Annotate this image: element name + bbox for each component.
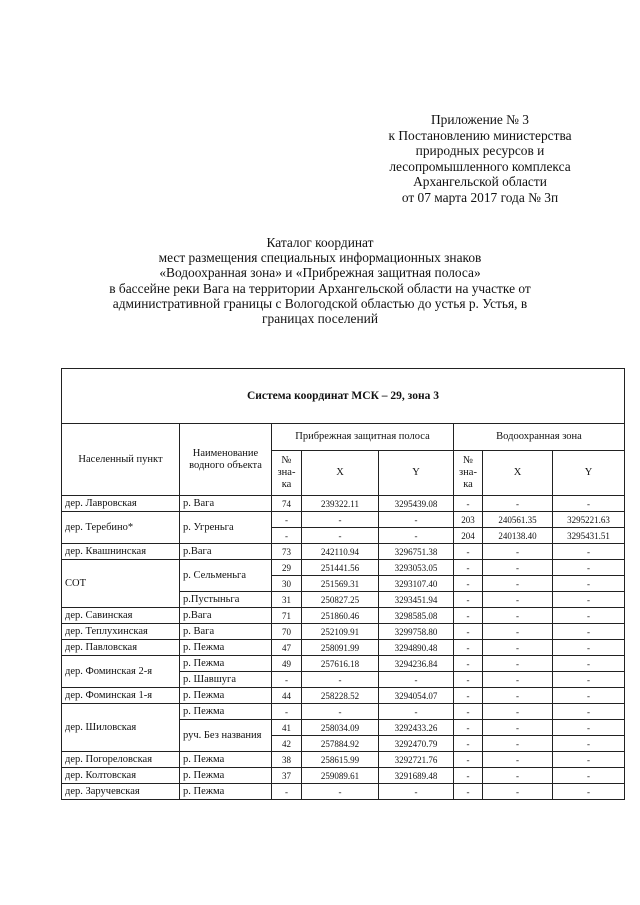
sign-no-cell: - [454,672,483,688]
appendix-line: от 07 марта 2017 года № 3п [401,189,559,205]
x-cell: 240561.35 [483,512,553,528]
water-body-cell: р. Пежма [180,768,272,784]
y-cell: 3299758.80 [379,624,454,640]
catalog-line: «Водоохранная зона» и «Прибрежная защитная полоса» [159,265,481,281]
header-coastal-strip: Прибрежная защитная полоса [272,424,454,451]
y-cell: - [553,560,625,576]
y-cell: 3293053.05 [379,560,454,576]
x-cell: - [483,496,553,512]
table-row [62,512,625,528]
sign-no-cell: - [454,720,483,736]
y-cell: 3293107.40 [379,576,454,592]
x-cell: - [483,560,553,576]
x-cell: - [483,592,553,608]
x-cell: - [483,752,553,768]
y-cell: 3292470.79 [379,736,454,752]
settlement-cell: дер. Квашнинская [62,544,180,560]
water-body-cell: р.Пустыньга [180,592,272,608]
y-cell: 3294890.48 [379,640,454,656]
x-cell: 251441.56 [302,560,379,576]
table-row [62,704,625,720]
y-cell: - [553,704,625,720]
appendix-header [330,112,630,206]
settlement-cell: дер. Фоминская 2-я [62,656,180,688]
sign-no-cell: 31 [272,592,302,608]
table-row [62,496,625,512]
y-cell: - [553,576,625,592]
x-cell: 251569.31 [302,576,379,592]
sign-no-cell: - [454,624,483,640]
water-body-cell: руч. Без названия [180,720,272,752]
x-cell: - [483,576,553,592]
sign-no-cell: 49 [272,656,302,672]
appendix-line: природных ресурсов и [415,143,545,159]
sign-no-cell: 74 [272,496,302,512]
catalog-title [60,235,580,326]
sign-no-cell: - [272,528,302,544]
x-cell: - [302,512,379,528]
water-body-cell: р. Вага [180,624,272,640]
settlement-cell: СОТ [62,560,180,608]
sign-no-cell: - [454,656,483,672]
table-row [62,688,625,704]
table-row [62,768,625,784]
water-body-cell: р. Пежма [180,784,272,800]
sign-no-cell: 71 [272,608,302,624]
settlement-cell: дер. Теребино* [62,512,180,544]
sign-no-cell: 204 [454,528,483,544]
x-cell: - [483,656,553,672]
water-body-cell: р.Вага [180,608,272,624]
y-cell: - [553,544,625,560]
header-y: Y [379,451,454,496]
y-cell: - [553,784,625,800]
y-cell: - [553,608,625,624]
y-cell: - [553,624,625,640]
sign-no-cell: - [454,560,483,576]
sign-no-cell: - [454,592,483,608]
catalog-line: границах поселений [262,311,378,327]
x-cell: 250827.25 [302,592,379,608]
y-cell: - [553,752,625,768]
settlement-cell: дер. Павловская [62,640,180,656]
x-cell: - [483,768,553,784]
y-cell: - [553,496,625,512]
y-cell: - [553,720,625,736]
header-water-zone: Водоохранная зона [454,424,625,451]
y-cell: 3295439.08 [379,496,454,512]
y-cell: 3292721.76 [379,752,454,768]
water-body-cell: р. Угреньга [180,512,272,544]
catalog-line: в бассейне реки Вага на территории Архангельской области на участке от [109,280,531,296]
y-cell: - [379,784,454,800]
sign-no-cell: - [454,496,483,512]
settlement-cell: дер. Погореловская [62,752,180,768]
x-cell: - [302,528,379,544]
y-cell: 3293451.94 [379,592,454,608]
x-cell: 257616.18 [302,656,379,672]
header-water-body: Наименование водного объекта [180,424,272,496]
settlement-cell: дер. Лавровская [62,496,180,512]
sign-no-cell: 30 [272,576,302,592]
coordinate-system-title: Система координат МСК – 29, зона 3 [62,369,625,424]
x-cell: - [483,544,553,560]
settlement-cell: дер. Фоминская 1-я [62,688,180,704]
y-cell: - [553,768,625,784]
x-cell: 252109.91 [302,624,379,640]
sign-no-cell: - [272,512,302,528]
x-cell: - [483,688,553,704]
y-cell: - [553,672,625,688]
sign-no-cell: 29 [272,560,302,576]
table-row [62,560,625,576]
y-cell: 3298585.08 [379,608,454,624]
y-cell: - [553,736,625,752]
y-cell: 3295221.63 [553,512,625,528]
settlement-cell: дер. Савинская [62,608,180,624]
settlement-cell: дер. Заручевская [62,784,180,800]
sign-no-cell: - [454,576,483,592]
sign-no-cell: - [454,768,483,784]
table-row [62,752,625,768]
header-x: X [302,451,379,496]
x-cell: - [483,608,553,624]
y-cell: 3292433.26 [379,720,454,736]
y-cell: 3294236.84 [379,656,454,672]
y-cell: - [553,640,625,656]
sign-no-cell: - [454,688,483,704]
water-body-cell: р. Пежма [180,704,272,720]
header-sign-no: № зна-ка [272,451,302,496]
y-cell: - [553,688,625,704]
sign-no-cell: 38 [272,752,302,768]
sign-no-cell: - [272,784,302,800]
x-cell: - [483,704,553,720]
x-cell: - [483,736,553,752]
x-cell: 258034.09 [302,720,379,736]
sign-no-cell: 41 [272,720,302,736]
header-settlement: Населенный пункт [62,424,180,496]
sign-no-cell: - [454,784,483,800]
y-cell: 3291689.48 [379,768,454,784]
y-cell: - [553,592,625,608]
table-row [62,640,625,656]
sign-no-cell: - [454,736,483,752]
catalog-line: мест размещения специальных информационных знаков [158,250,482,266]
x-cell: 258228.52 [302,688,379,704]
sign-no-cell: - [454,704,483,720]
sign-no-cell: 44 [272,688,302,704]
appendix-line: Архангельской области [413,174,547,190]
sign-no-cell: 73 [272,544,302,560]
water-body-cell: р. Сельменьга [180,560,272,592]
header-y: Y [553,451,625,496]
x-cell: 259089.61 [302,768,379,784]
sign-no-cell: - [454,544,483,560]
x-cell: 258615.99 [302,752,379,768]
x-cell: - [483,784,553,800]
appendix-line: лесопромышленного комплекса [389,158,571,174]
water-body-cell: р.Вага [180,544,272,560]
y-cell: - [379,528,454,544]
y-cell: - [379,672,454,688]
x-cell: - [483,624,553,640]
y-cell: 3294054.07 [379,688,454,704]
sign-no-cell: - [454,752,483,768]
settlement-cell: дер. Шиловская [62,704,180,752]
x-cell: - [483,672,553,688]
appendix-line: Приложение № 3 [430,112,530,127]
header-x: X [483,451,553,496]
x-cell: 242110.94 [302,544,379,560]
sign-no-cell: 42 [272,736,302,752]
x-cell: - [302,672,379,688]
table-row [62,624,625,640]
x-cell: 239322.11 [302,496,379,512]
table-row [62,784,625,800]
water-body-cell: р. Вага [180,496,272,512]
x-cell: 257884.92 [302,736,379,752]
header-sign-no: № зна-ка [454,451,483,496]
y-cell: 3296751.38 [379,544,454,560]
water-body-cell: р. Пежма [180,640,272,656]
x-cell: - [483,720,553,736]
water-body-cell: р. Пежма [180,656,272,672]
x-cell: - [302,784,379,800]
x-cell: 258091.99 [302,640,379,656]
sign-no-cell: - [454,640,483,656]
coordinates-table [61,368,625,800]
water-body-cell: р. Шавшуга [180,672,272,688]
settlement-cell: дер. Колтовская [62,768,180,784]
water-body-cell: р. Пежма [180,688,272,704]
catalog-line: административной границы с Вологодской областью до устья р. Устья, в [112,295,528,311]
sign-no-cell: - [272,672,302,688]
x-cell: 240138.40 [483,528,553,544]
y-cell: 3295431.51 [553,528,625,544]
catalog-line: Каталог координат [266,235,374,250]
sign-no-cell: 70 [272,624,302,640]
appendix-line: к Постановлению министерства [388,127,572,143]
settlement-cell: дер. Теплухинская [62,624,180,640]
sign-no-cell: - [272,704,302,720]
table-row [62,656,625,672]
x-cell: - [302,704,379,720]
sign-no-cell: 47 [272,640,302,656]
y-cell: - [379,704,454,720]
y-cell: - [553,656,625,672]
sign-no-cell: 37 [272,768,302,784]
y-cell: - [379,512,454,528]
table-row [62,544,625,560]
water-body-cell: р. Пежма [180,752,272,768]
sign-no-cell: - [454,608,483,624]
sign-no-cell: 203 [454,512,483,528]
x-cell: 251860.46 [302,608,379,624]
table-row [62,608,625,624]
x-cell: - [483,640,553,656]
